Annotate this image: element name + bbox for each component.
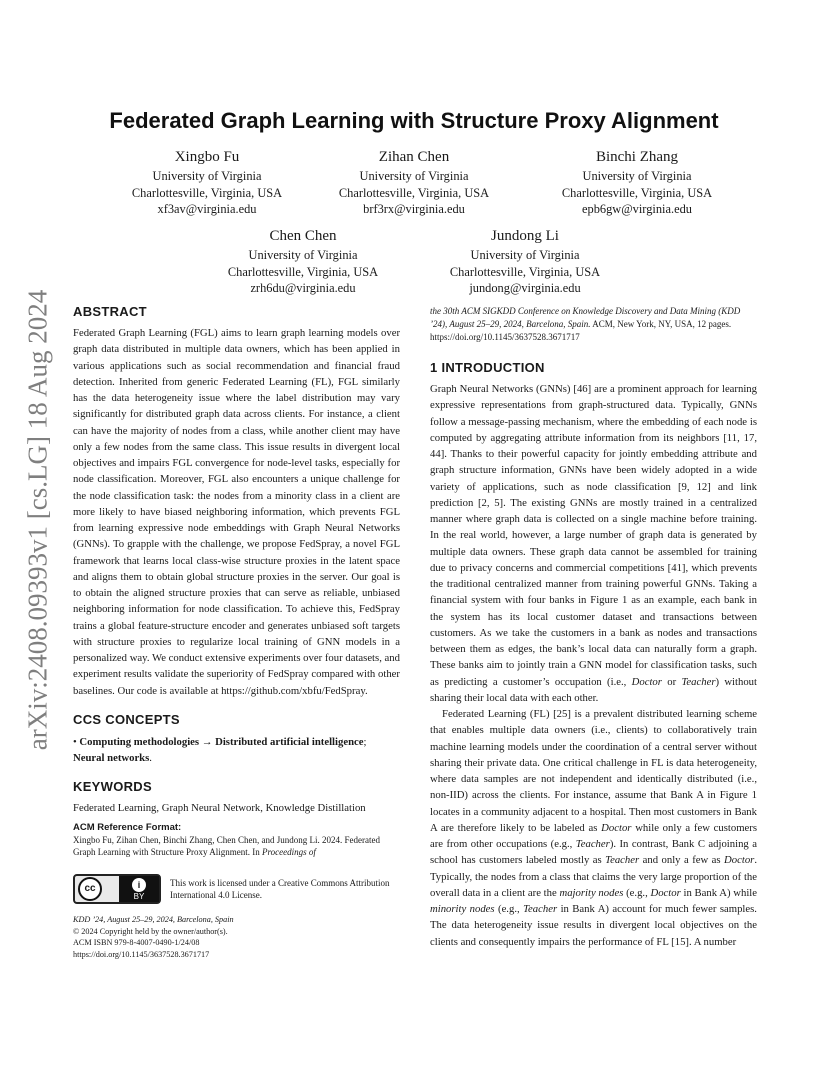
by-attribution-icon	[119, 876, 159, 902]
author-location: Charlottesville, Virginia, USA	[561, 185, 713, 200]
paper-title: Federated Graph Learning with Structure Proxy Alignment	[109, 108, 719, 133]
acm-reference-publisher: ACM, New York, NY, USA, 12 pages. https://doi.org/10.1145/3637528.3671717	[430, 319, 732, 342]
author-name: Jundong Li	[491, 228, 559, 244]
author-affiliation: University of Virginia	[152, 169, 262, 183]
author-location: Charlottesville, Virginia, USA	[131, 185, 283, 200]
arxiv-stamp-text: arXiv:2408.09393v1 [cs.LG] 18 Aug 2024	[22, 289, 53, 751]
author-name: Binchi Zhang	[595, 149, 679, 165]
footer-copyright: © 2024 Copyright held by the owner/author(s).	[73, 926, 228, 936]
author-email: epb6gw@virginia.edu	[582, 202, 692, 216]
author-email: zrh6du@virginia.edu	[250, 281, 356, 295]
ccs-arrow: →	[201, 735, 213, 748]
author-email: brf3rx@virginia.edu	[363, 202, 465, 216]
arxiv-stamp	[18, 280, 58, 760]
author-name: Chen Chen	[269, 228, 337, 244]
right-column	[430, 305, 757, 950]
author-block-3	[527, 148, 747, 218]
footer-venue: KDD ’24, August 25–29, 2024, Barcelona, Spain	[73, 915, 234, 924]
author-block-4	[193, 227, 413, 297]
intro-paragraph-1: Graph Neural Networks (GNNs) [46] are a prominent approach for learning expressive representations from graph-structured data. Typically, GNNs follow a message-passing mechanism, where the embedding of each node is computed by aggregating attribute information from its neighbors [11, 17, 44]. Thanks to their powerful capacity for jointly embedding attribute and graph structure information, GNNs have been widely adopted in a wide variety of applications, such as node classification [9, 12] and link prediction [2, 5]. The existing GNNs are mostly trained in a centralized manner where graph data is collected on a single machine before training. In the real world, however, a large number of graph data is generated by multiple data owners. These graph data cannot be assembled for training due to privacy concerns and commercial competitions [41], which prevents the traditional centralized manner from training powerful GNNs. Taking a financial system with four banks in Figure 1 as an example, each bank in the system has its local customer dataset and transactions between customers. As we take the customers in a bank as nodes and transactions between them as edges, the bank’s local data can naturally form a graph. These banks aim to jointly train a GNN model for classification tasks, such as predicting a customer’s occupation (i.e., Doctor or Teacher) without sharing their local data with each other.	[430, 383, 757, 704]
ccs-bullet: •	[73, 735, 77, 748]
ccs-separator: ;	[363, 735, 367, 748]
left-column	[73, 304, 400, 858]
acm-reference	[73, 822, 400, 858]
author-email: jundong@virginia.edu	[469, 281, 581, 295]
author-block-2	[304, 148, 524, 218]
ccs-heading: CCS CONCEPTS	[73, 711, 180, 727]
keywords-text: Federated Learning, Graph Neural Network, Knowledge Distillation	[73, 802, 366, 815]
author-block-5	[415, 227, 635, 297]
by-label: BY	[133, 892, 145, 901]
ccs-concept-2: Distributed artificial intelligence	[215, 735, 364, 748]
ccs-concept-3: Neural networks	[73, 752, 150, 764]
acm-reference-text: Xingbo Fu, Zihan Chen, Binchi Zhang, Chen Chen, and Jundong Li. 2024. Federated Graph Learning with Structure Proxy Alignment. In	[73, 834, 380, 857]
author-location: Charlottesville, Virginia, USA	[338, 185, 490, 200]
footer-doi: https://doi.org/10.1145/3637528.3671717	[73, 949, 210, 959]
creative-commons-badge	[73, 874, 161, 904]
author-block-1	[97, 148, 317, 218]
ccs-end: .	[149, 752, 152, 764]
cc-icon: cc	[78, 877, 102, 901]
author-name: Zihan Chen	[378, 149, 450, 165]
acm-reference-venue: the 30th ACM SIGKDD Conference on Knowledge Discovery and Data Mining (KDD ’24), August 25–29, 2024, Barcelona, Spain.	[430, 306, 741, 329]
author-affiliation: University of Virginia	[248, 248, 358, 262]
abstract-heading: ABSTRACT	[73, 304, 147, 319]
author-location: Charlottesville, Virginia, USA	[227, 264, 379, 279]
intro-paragraph-2: Federated Learning (FL) [25] is a prevalent distributed learning scheme that enables multiple data owners (i.e., clients) to collaboratively train machine learning models under the coordination of a central server without sharing their private data. One critical challenge in FL is data heterogeneity, where data samples are not independent and identically distributed (i.e., non-IID) across the clients. For instance, assume that Bank A in Figure 1 locates in a community adjacent to a hospital. Then most customers in Bank A are therefore likely to be labeled as Doctor while only a few customers are from other occupations (e.g., Teacher). In contrast, Bank C adjoining a school has customers labeled mostly as Teacher and only a few as Doctor. Typically, the nodes from a class that claims the very large proportion of the overall data in a client are the majority nodes (e.g., Doctor in Bank A) while minority nodes (e.g., Teacher in Bank A) account for much fewer samples. The data heterogeneity issue results in divergent local objectives on the clients and consequently impairs the performance of FL [15]. A number	[430, 708, 758, 948]
ccs-text	[73, 734, 400, 767]
author-location: Charlottesville, Virginia, USA	[449, 264, 601, 279]
acm-reference-continued	[430, 305, 757, 344]
person-icon: i	[132, 878, 146, 892]
footer-isbn: ACM ISBN 979-8-4007-0490-1/24/08	[73, 938, 200, 948]
introduction-heading: 1 INTRODUCTION	[430, 360, 545, 375]
ccs-concept-1: Computing methodologies	[79, 735, 200, 748]
acm-reference-heading: ACM Reference Format:	[73, 821, 182, 833]
author-name: Xingbo Fu	[174, 149, 240, 165]
abstract-text: Federated Graph Learning (FGL) aims to learn graph learning models over graph data distributed in multiple data owners, which has been applied in various applications such as social recommendation and financial fraud detection. Inherited from generic Federated Learning (FL), FGL similarly has the data heterogeneity issue where the label distribution may vary significantly for distributed graph data across clients. For instance, a client can have the majority of nodes from a class, while another client may have only a few nodes from the same class. This issue results in divergent local objectives and impairs FGL convergence for node-level tasks, especially for node classification. Moreover, FGL also encounters a unique challenge for the node classification task: the nodes from a minority class in a client are more likely to have biased neighboring information, which prevents FGL from learning expressive node embeddings with Graph Neural Networks (GNNs). To grapple with the challenge, we propose FedSpray, a novel FGL framework that learns local class-wise structure proxies in the latent space and aligns them to obtain global structure proxies in the server. Our goal is to obtain the aligned structure proxies that can serve as reliable, unbiased neighboring information for node classification. To achieve this, FedSpray trains a global feature-structure encoder and generates unbiased soft targets with structure proxies to regularize local training of GNN models in a personalized way. We conduct extensive experiments over four datasets, and experiment results validate the superiority of FedSpray compared with other baselines. Our code is available at https://github.com/xbfu/FedSpray.	[73, 327, 400, 697]
copyright-footer	[73, 914, 403, 960]
license-text: This work is licensed under a Creative Commons Attribution International 4.0 License.	[170, 878, 390, 900]
author-email: xf3av@virginia.edu	[157, 202, 257, 216]
keywords-heading: KEYWORDS	[73, 779, 152, 795]
author-affiliation: University of Virginia	[582, 169, 692, 183]
author-affiliation: University of Virginia	[470, 248, 580, 262]
author-affiliation: University of Virginia	[359, 169, 469, 183]
acm-reference-proceedings: Proceedings of	[261, 846, 316, 857]
